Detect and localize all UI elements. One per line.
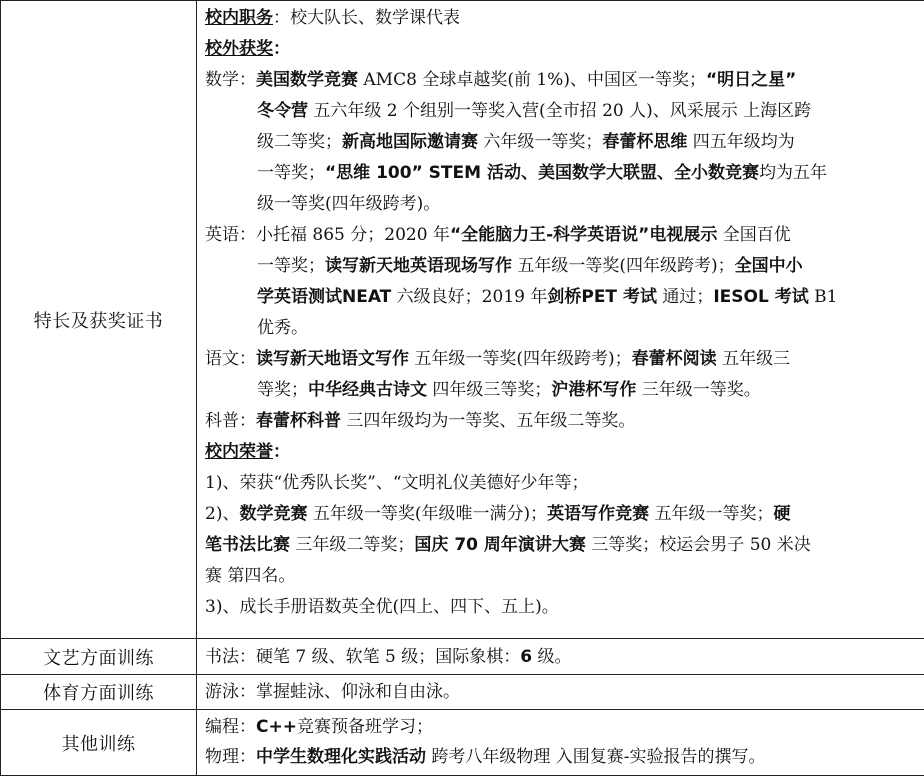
honor-bold: 笔书法比赛 [205,535,290,555]
math-text: 四五年级均为 [687,132,794,152]
math-bold: “思维 100” STEM 活动、美国数学大联盟、全小数竞赛 [325,163,759,183]
english-bold: 全国中小 [735,256,803,276]
programming-line [205,712,918,742]
chinese-text: 五年级三 [717,349,790,369]
english-text: 小托福 865 分；2020 年 [256,225,450,245]
chinese-text: 三年级一等奖。 [636,380,760,400]
external-awards-heading-line [205,34,918,65]
english-bold: “全能脑力王-科学英语说”电视展示 [450,225,717,245]
school-post [205,3,918,34]
english-awards [205,220,918,344]
external-awards-heading: 校外获奖 [205,39,273,59]
math-line-4 [205,158,918,189]
honor-text: 赛 第四名。 [205,566,295,586]
sports-label: 体育方面训练 [1,675,197,710]
honor-2-line-1 [205,499,918,530]
school-post-sep: ： [273,8,290,28]
physics-line [205,742,918,772]
school-honors-heading: 校内荣誉 [205,442,273,462]
english-text: 通过； [657,287,713,307]
other-text: 物理： [205,747,256,767]
math-text: 级二等奖； [257,132,342,152]
chinese-label: 语文： [205,349,256,369]
arts-row [1,639,924,675]
honor-bold: 国庆 70 周年演讲大赛 [414,535,586,555]
english-line-2 [205,251,918,282]
other-bold: 中学生数理化实践活动 [256,747,426,767]
chinese-text: 等奖； [257,380,308,400]
science-label: 科普： [205,411,256,431]
external-awards-colon: ： [273,39,290,59]
chinese-awards [205,344,918,406]
arts-text: 级。 [532,647,571,667]
math-bold: 春蕾杯思维 [602,132,687,152]
english-text: 一等奖； [257,256,325,276]
honor-2-line-2 [205,530,918,561]
honor-text: 五年级一等奖； [649,504,773,524]
chinese-line-2 [205,375,918,406]
arts-bold: 6 [520,647,532,667]
honor-3: 3)、成长手册语数英全优(四上、四下、五上)。 [205,592,918,623]
school-honors-colon: ： [273,442,290,462]
honor-2-line-3 [205,561,918,592]
chinese-bold: 春蕾杯阅读 [632,349,717,369]
arts-content [197,639,924,675]
english-text: 优秀。 [257,318,308,338]
math-line-2 [205,96,918,127]
math-text: AMC8 全球卓越奖(前 1%)、中国区一等奖； [358,70,706,90]
honor-2 [205,499,918,592]
sports-row [1,675,924,710]
honor-text: 五年级一等奖(年级唯一满分)； [307,504,547,524]
chinese-bold: 中华经典古诗文 [308,380,427,400]
english-text: B1 [809,287,838,307]
honor-bold: 数学竞赛 [239,504,307,524]
english-line-1 [205,220,918,251]
honor-bold: 硬 [774,504,791,524]
chinese-text: 四年级三等奖； [427,380,551,400]
math-line-1 [205,65,918,96]
math-text: 一等奖； [257,163,325,183]
math-bold: “明日之星” [706,70,796,90]
honor-1: 1)、荣获“优秀队长奖”、“文明礼仪美德好少年等； [205,468,918,499]
science-text: 三四年级均为一等奖、五年级二等奖。 [341,411,635,431]
math-awards [205,65,918,220]
honor-text: 三等奖；校运会男子 50 米决 [586,535,811,555]
school-honors-heading-line [205,437,918,468]
other-row [1,710,924,776]
arts-text: 书法：硬笔 7 级、软笔 5 级；国际象棋： [205,647,520,667]
honor-text: 2)、 [205,504,239,524]
science-bold: 春蕾杯科普 [256,411,341,431]
english-bold: 学英语测试NEAT [257,287,391,307]
other-bold: C++ [256,717,297,737]
other-text: 跨考八年级物理 入围复赛-实验报告的撰写。 [426,747,766,767]
math-text: 均为五年 [759,163,827,183]
math-line-5 [205,189,918,220]
english-line-4 [205,313,918,344]
english-text: 五年级一等奖(四年级跨考)； [512,256,735,276]
math-text: 级一等奖(四年级跨考)。 [257,194,440,214]
specialties-content [197,1,924,639]
english-label: 英语： [205,225,256,245]
other-content [197,710,924,776]
science-line-1 [205,406,918,437]
math-bold: 新高地国际邀请赛 [342,132,478,152]
english-line-3 [205,282,918,313]
chinese-bold: 读写新天地语文写作 [256,349,409,369]
school-post-heading: 校内职务 [205,8,273,28]
other-text: 竞赛预备班学习； [297,717,433,737]
chinese-bold: 沪港杯写作 [551,380,636,400]
specialties-label: 特长及获奖证书 [1,1,197,639]
sports-content: 游泳：掌握蛙泳、仰泳和自由泳。 [197,675,924,710]
honor-text: 三年级二等奖； [290,535,414,555]
honor-bold: 英语写作竞赛 [547,504,649,524]
arts-label: 文艺方面训练 [1,639,197,675]
math-bold: 冬令营 [257,101,308,121]
english-bold: 读写新天地英语现场写作 [325,256,512,276]
english-bold: IESOL 考试 [713,287,808,307]
math-text: 五六年级 2 个组别一等奖入营(全市招 20 人)、风采展示 上海区跨 [308,101,811,121]
school-post-value: 校大队长、数学课代表 [290,8,460,28]
other-label: 其他训练 [1,710,197,776]
math-line-3 [205,127,918,158]
english-bold: 剑桥PET 考试 [547,287,657,307]
other-text: 编程： [205,717,256,737]
chinese-text: 五年级一等奖(四年级跨考)； [409,349,632,369]
english-text: 六级良好；2019 年 [391,287,547,307]
english-text: 全国百优 [717,225,790,245]
specialties-row [1,1,924,639]
math-text: 六年级一等奖； [478,132,602,152]
math-label: 数学： [205,70,256,90]
math-bold: 美国数学竞赛 [256,70,358,90]
chinese-line-1 [205,344,918,375]
